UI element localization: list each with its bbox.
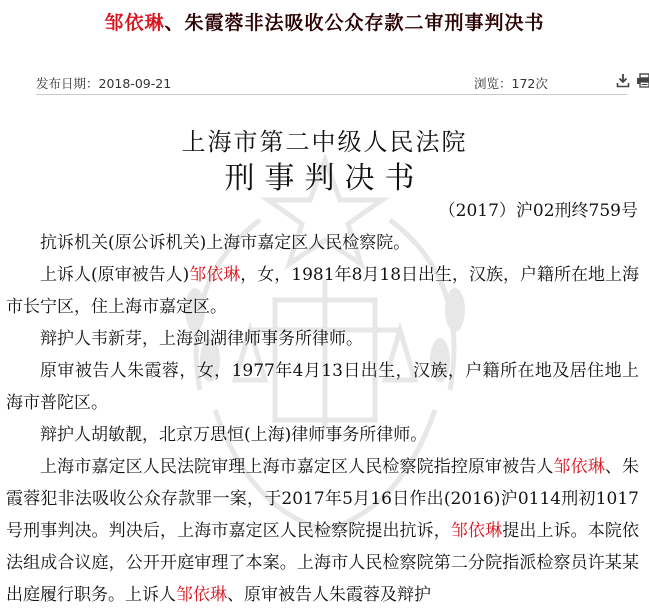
case-number: （2017）沪02刑终759号 bbox=[438, 201, 638, 221]
history-name-3: 邹依琳 bbox=[176, 585, 227, 605]
paragraph-defender-2: 辩护人胡敏靓，北京万思恒(上海)律师事务所律师。 bbox=[40, 425, 428, 445]
paragraph-prosecutor: 抗诉机关(原公诉机关)上海市嘉定区人民检察院。 bbox=[40, 233, 411, 253]
title-rest: 、朱霞蓉非法吸收公众存款二审刑事判决书 bbox=[164, 12, 545, 34]
paragraph-defender-1: 辩护人韦新芽，上海剑湖律师事务所律师。 bbox=[40, 329, 363, 349]
paragraph-defendant: 原审被告人朱霞蓉，女，1977年4月13日出生，汉族，户籍所在地及居住地上海市普陀区。 bbox=[6, 361, 639, 413]
history-text-4: 、原审被告人朱霞蓉及辩护 bbox=[227, 585, 431, 605]
view-count: 浏览：172次 bbox=[474, 76, 548, 91]
document-type: 刑事判决书 bbox=[224, 161, 425, 196]
title-name-highlight: 邹依琳 bbox=[104, 12, 165, 34]
case-title bbox=[0, 8, 649, 35]
history-name-1: 邹依琳 bbox=[553, 457, 605, 477]
history-text-2: 、朱霞蓉犯非法吸收公众存款罪一案，于2017年5月16日作出(2016)沪0114刑初1017号刑事判决。判决后，上海市嘉定区人民检察院提出抗诉， bbox=[6, 457, 640, 541]
history-name-2: 邹依琳 bbox=[450, 521, 503, 541]
appellant-details: ，女，1981年8月18日出生，汉族，户籍所在地上海市长宁区，住上海市嘉定区。 bbox=[6, 265, 640, 317]
publish-date: 发布日期：2018-09-21 bbox=[36, 76, 172, 91]
appellant-name: 邹依琳 bbox=[189, 265, 241, 285]
paragraph-case-history bbox=[6, 451, 639, 611]
history-text-3: 提出上诉。本院依法组成合议庭，公开开庭审理了本案。上海市人民检察院第二分院指派检察员许某某出庭履行职务。上诉人 bbox=[6, 521, 640, 605]
paragraph-appellant bbox=[6, 259, 639, 323]
download-icon[interactable] bbox=[616, 73, 630, 91]
appellant-label: 上诉人(原审被告人) bbox=[40, 265, 190, 285]
court-name: 上海市第二中级人民法院 bbox=[181, 128, 468, 156]
history-text-1: 上海市嘉定区人民法院审理上海市嘉定区人民检察院指控原审被告人 bbox=[40, 457, 554, 477]
print-icon[interactable] bbox=[636, 73, 649, 91]
meta-bar bbox=[36, 70, 627, 95]
